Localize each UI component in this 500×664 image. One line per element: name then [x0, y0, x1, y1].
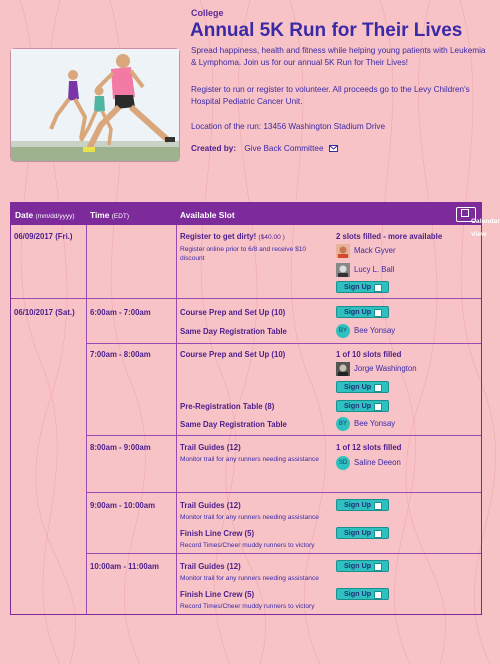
time-cell: 6:00am - 7:00am — [90, 308, 151, 317]
volunteer-name: Bee Yonsay — [354, 419, 396, 428]
slot-price: ($40.00 ) — [258, 234, 285, 241]
signup-checkbox[interactable] — [374, 284, 382, 292]
signup-checkbox[interactable] — [374, 530, 382, 538]
slot-title: Finish Line Crew (5) — [180, 529, 255, 538]
signup-button[interactable]: Sign Up — [336, 527, 389, 539]
signup-button[interactable]: Sign Up — [336, 281, 389, 293]
time-cell: 9:00am - 10:00am — [90, 501, 156, 510]
slot-title: Register to get dirty! ($40.00 ) — [180, 232, 285, 241]
signup-button[interactable]: Sign Up — [336, 306, 389, 318]
time-cell: 10:00am - 11:00am — [90, 562, 159, 571]
col-slot: Available Slot — [180, 210, 235, 220]
signup-checkbox[interactable] — [374, 309, 382, 317]
divider — [87, 343, 481, 344]
slot-note: Monitor trail for any runners needing assistance — [180, 514, 319, 521]
time-cell: 8:00am - 9:00am — [90, 443, 151, 452]
divider — [86, 225, 87, 614]
slot-note: Monitor trail for any runners needing assistance — [180, 456, 319, 463]
slot-title: Finish Line Crew (5) — [180, 590, 255, 599]
signup-button[interactable]: Sign Up — [336, 560, 389, 572]
event-category: College — [191, 8, 224, 18]
volunteer-name: Bee Yonsay — [354, 326, 396, 335]
signup-checkbox[interactable] — [374, 563, 382, 571]
signup-button[interactable]: Sign Up — [336, 588, 389, 600]
mail-icon[interactable] — [329, 145, 338, 152]
avatar: BY — [336, 417, 350, 431]
slot-title: Same Day Registration Table — [180, 327, 287, 336]
event-description: Spread happiness, health and fitness while helping young patients with Leukemia & Lymphoma. Join us for our annual 5K Run for Their Lives! — [191, 46, 486, 67]
col-time: Time (EDT) — [90, 210, 130, 220]
slot-status: 1 of 10 slots filled — [336, 350, 402, 359]
signup-button[interactable]: Sign Up — [336, 499, 389, 511]
volunteer-name: Saline Deeon — [354, 458, 401, 467]
slot-status: 2 slots filled - more available — [336, 232, 443, 241]
slot-note: Register online prior to 6/8 and receive $10 discount — [180, 246, 307, 262]
col-date: Date (mm/dd/yyyy) — [15, 210, 75, 220]
date-cell: 06/10/2017 (Sat.) — [14, 308, 75, 317]
slot-title: Course Prep and Set Up (10) — [180, 350, 286, 359]
date-cell: 06/09/2017 (Fri.) — [14, 232, 73, 241]
signup-table — [10, 202, 500, 615]
runners-photo — [10, 48, 180, 162]
avatar — [336, 263, 350, 277]
signup-checkbox[interactable] — [374, 502, 382, 510]
slot-title: Trail Guides (12) — [180, 443, 241, 452]
event-description-2: Register to run or register to volunteer. All proceeds go to the Levy Children's Hospital Pediatric Cancer Unit. — [191, 85, 470, 106]
avatar — [336, 362, 350, 376]
created-by-label: Created by: — [191, 144, 237, 153]
slot-title: Trail Guides (12) — [180, 562, 241, 571]
created-by-name[interactable]: Give Back Committee — [244, 144, 324, 153]
time-cell: 7:00am - 8:00am — [90, 350, 151, 359]
slot-title: Trail Guides (12) — [180, 501, 241, 510]
signup-checkbox[interactable] — [374, 403, 382, 411]
slot-title: Course Prep and Set Up (10) — [180, 308, 286, 317]
avatar: BY — [336, 324, 350, 338]
avatar: SD — [336, 456, 350, 470]
slot-note: Monitor trail for any runners needing assistance — [180, 575, 319, 582]
calendar-view-button[interactable]: Calendar View — [456, 207, 476, 222]
divider — [87, 435, 481, 436]
divider — [11, 298, 481, 299]
event-title: Annual 5K Run for Their Lives — [190, 20, 463, 41]
divider — [87, 492, 481, 493]
signup-button[interactable]: Sign Up — [336, 381, 389, 393]
slot-note: Record Times/Cheer muddy runners to victory — [180, 542, 315, 549]
signup-checkbox[interactable] — [374, 384, 382, 392]
slot-note: Record Times/Cheer muddy runners to victory — [180, 603, 315, 610]
col-date-hint: (mm/dd/yyyy) — [35, 213, 75, 220]
signup-button[interactable]: Sign Up — [336, 400, 389, 412]
slot-title: Pre-Registration Table (8) — [180, 402, 275, 411]
divider — [176, 225, 177, 614]
signup-checkbox[interactable] — [374, 591, 382, 599]
volunteer-name: Lucy L. Ball — [354, 265, 395, 274]
divider — [87, 553, 481, 554]
avatar — [336, 244, 350, 258]
volunteer-name: Mack Gyver — [354, 246, 396, 255]
slot-status: 1 of 12 slots filled — [336, 443, 402, 452]
event-location: Location of the run: 13456 Washington Stadium Drive — [191, 122, 386, 131]
volunteer-name: Jorge Washington — [354, 364, 417, 373]
created-by — [191, 144, 338, 153]
slot-title: Same Day Registration Table — [180, 420, 287, 429]
calendar-icon — [461, 209, 469, 217]
col-time-hint: (EDT) — [111, 213, 130, 220]
